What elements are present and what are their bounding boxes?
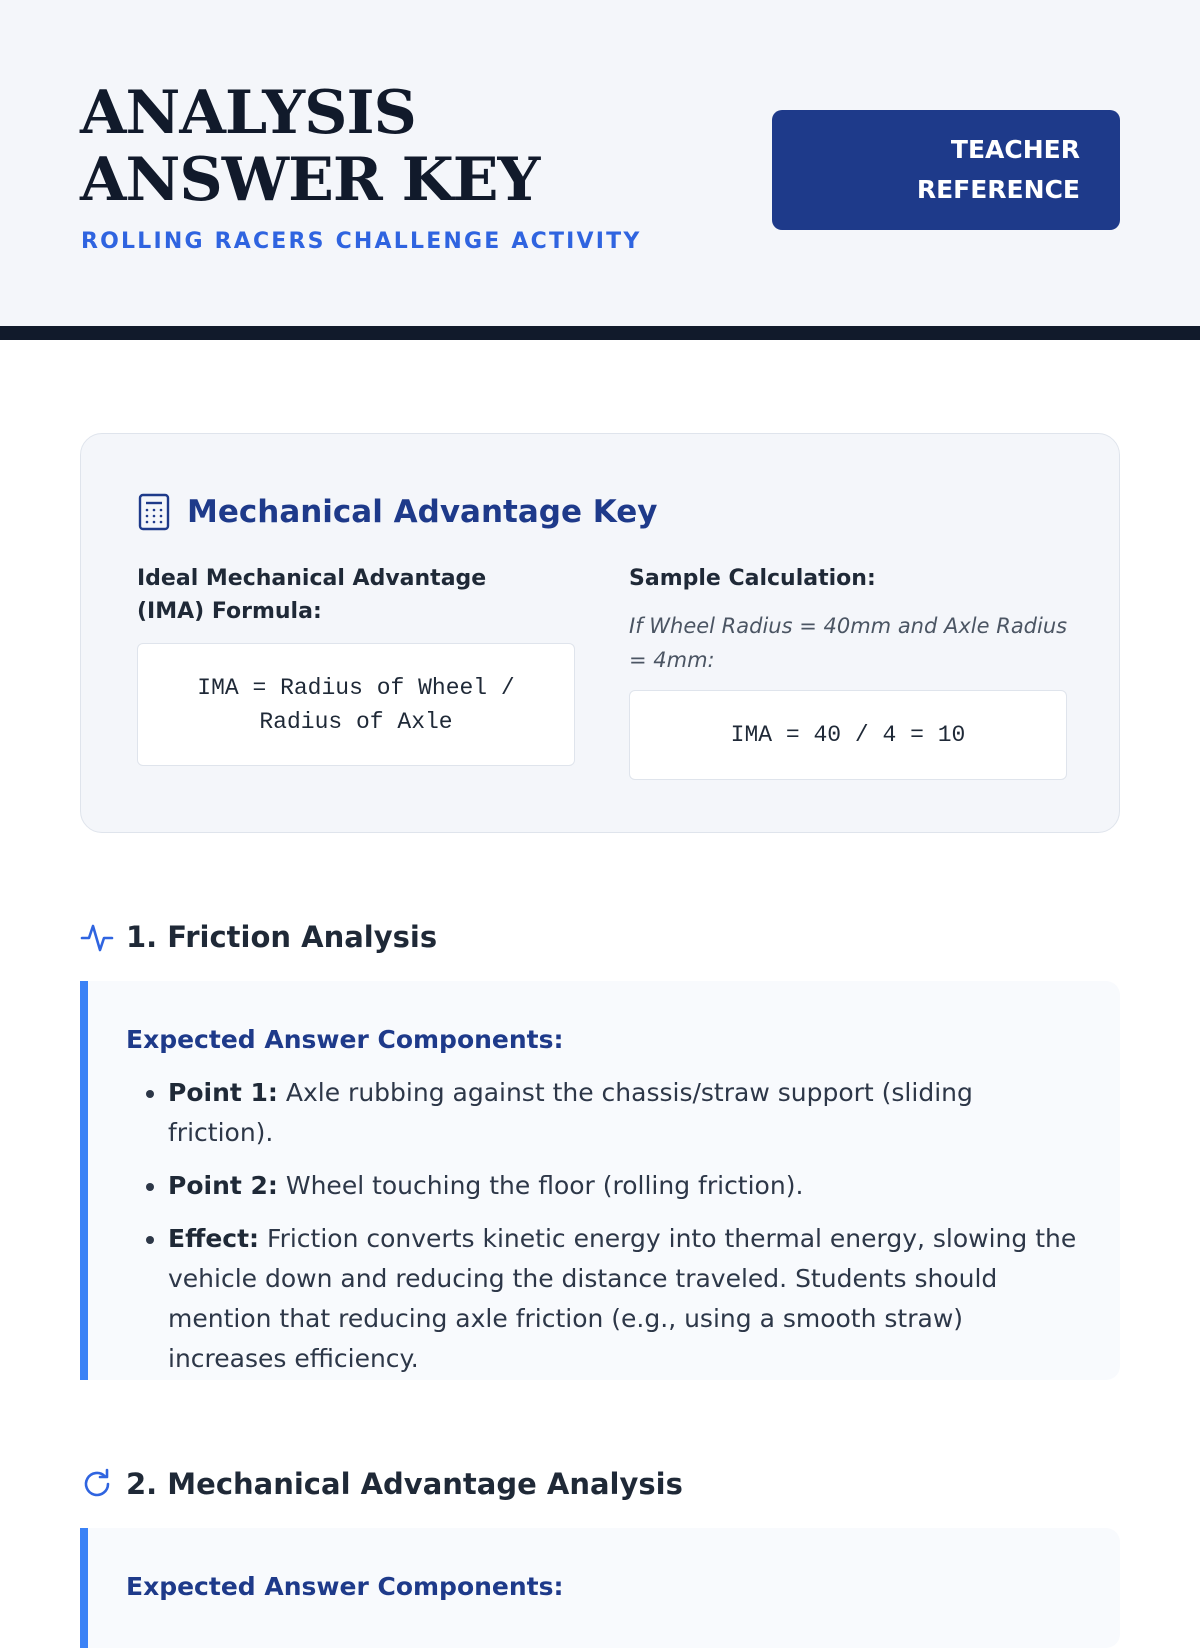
answer-list <box>136 1073 1086 1392</box>
item-label: Point 1: <box>168 1078 278 1107</box>
list-item <box>168 1166 1086 1206</box>
friction-analysis-heading <box>80 917 437 957</box>
ima-formula: IMA = Radius of Wheel / Radius of Axle <box>197 674 515 735</box>
ima-formula-label: Ideal Mechanical Advantage (IMA) Formula: <box>137 566 487 624</box>
section-title: 2. Mechanical Advantage Analysis <box>126 1467 683 1501</box>
list-item <box>168 1219 1086 1379</box>
sample-formula: IMA = 40 / 4 = 10 <box>730 722 966 748</box>
mechanical-advantage-analysis-heading <box>80 1464 683 1504</box>
teacher-reference-badge <box>772 110 1120 230</box>
item-text: Friction converts kinetic energy into thermal energy, slowing the vehicle down and reducing the distance traveled. Students should mention that reducing axle friction (e.g., using a smooth straw) increases efficiency. <box>168 1224 1077 1373</box>
calculator-icon <box>137 493 171 531</box>
card-heading <box>137 490 657 534</box>
page-header <box>0 0 1200 340</box>
sample-formula-box <box>629 690 1067 780</box>
card-title: Mechanical Advantage Key <box>187 494 658 530</box>
badge-line-2: REFERENCE <box>916 175 1080 204</box>
mechanical-advantage-key-card <box>80 433 1120 833</box>
answer-heading: Expected Answer Components: <box>126 1572 564 1601</box>
friction-answer-box <box>80 981 1120 1380</box>
mechanical-advantage-answer-box <box>80 1528 1120 1648</box>
item-label: Effect: <box>168 1224 260 1253</box>
item-text: Axle rubbing against the chassis/straw support (sliding friction). <box>168 1078 973 1147</box>
rotate-cw-icon <box>80 1467 114 1501</box>
ima-formula-box <box>137 643 575 766</box>
item-label: Point 2: <box>168 1171 278 1200</box>
answer-heading: Expected Answer Components: <box>126 1025 564 1054</box>
sample-calculation-note: If Wheel Radius = 40mm and Axle Radius = 4mm: <box>629 614 1068 672</box>
badge-line-1: TEACHER <box>950 135 1080 164</box>
sample-calculation-label: Sample Calculation: <box>629 566 876 591</box>
section-title: 1. Friction Analysis <box>126 920 438 954</box>
page-subtitle: ROLLING RACERS CHALLENGE ACTIVITY <box>81 229 642 254</box>
item-text: Wheel touching the floor (rolling friction). <box>277 1171 804 1200</box>
page-title: ANALYSIS ANSWER KEY <box>80 78 540 215</box>
list-item <box>168 1073 1086 1153</box>
activity-pulse-icon <box>80 920 114 954</box>
